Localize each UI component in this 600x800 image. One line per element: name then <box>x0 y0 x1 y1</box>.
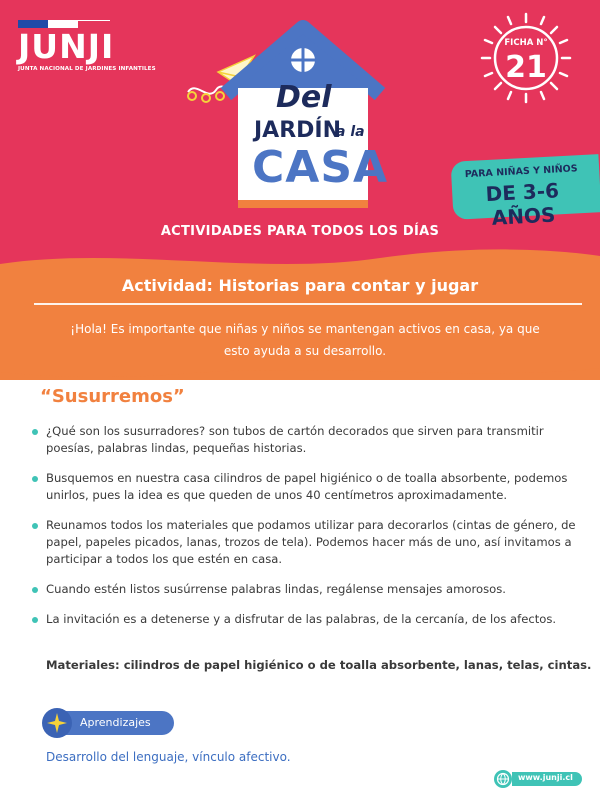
website-badge[interactable] <box>494 770 582 788</box>
ficha-badge <box>478 10 574 106</box>
list-item <box>32 470 577 504</box>
bullet-icon <box>32 587 38 593</box>
aprendizajes-label: Aprendizajes <box>80 716 151 729</box>
list-item <box>32 423 577 457</box>
list-item <box>32 517 577 568</box>
bullet-icon <box>32 429 38 435</box>
logo-text: JUNJI <box>18 27 115 66</box>
list-item <box>32 581 577 598</box>
aprendizajes-text: Desarrollo del lenguaje, vínculo afectivo. <box>46 750 291 764</box>
bullet-icon <box>32 617 38 623</box>
ficha-number: 21 <box>505 50 547 85</box>
header-subtitle: ACTIVIDADES PARA TODOS LOS DÍAS <box>160 224 440 239</box>
bullet-icon <box>32 523 38 529</box>
title-del: Del <box>276 80 332 115</box>
list-item-text: La invitación es a detenerse y a disfrutar de las palabras, de la cercanía, de los afectos. <box>46 612 557 626</box>
activity-intro: ¡Hola! Es importante que niñas y niños se mantengan activos en casa, ya que esto ayuda a su desarrollo. <box>70 322 540 358</box>
title-a-la: a la <box>336 124 365 140</box>
junji-logo <box>18 20 156 72</box>
activity-title: Actividad: Historias para contar y jugar <box>121 276 479 295</box>
section-title: “Susurremos” <box>40 386 185 407</box>
globe-icon <box>494 770 512 788</box>
age-top: PARA NIÑAS Y NIÑOS <box>464 163 578 181</box>
list-item-text: Busquemos en nuestra casa cilindros de papel higiénico o de toalla absorbente, podemos unirlos, pues la idea es que queden de unos 40 centímetros aproximadamente. <box>46 471 568 502</box>
list-item-text: Reunamos todos los materiales que podamos utilizar para decorarlos (cintas de género, de papel, papeles picados, lanas, trozos de tela). Podemos hacer más de uno, así invitamos a participar a todos los que estén en casa. <box>46 518 576 566</box>
list-item-text: Cuando estén listos susúrrense palabras lindas, regálense mensajes amorosos. <box>46 582 506 596</box>
logo-subtitle: JUNTA NACIONAL DE JARDINES INFANTILES <box>18 66 156 72</box>
website-link[interactable]: www.junji.cl <box>518 773 573 782</box>
sparkle-icon <box>42 708 72 738</box>
age-badge <box>451 154 600 230</box>
star-icon <box>42 708 72 738</box>
bullet-icon <box>32 476 38 482</box>
divider <box>34 303 582 305</box>
age-range: DE 3-6 AÑOS <box>485 178 560 230</box>
instruction-list <box>32 423 577 628</box>
materials-text: Materiales: cilindros de papel higiénico o de toalla absorbente, lanas, telas, cintas. <box>46 658 592 672</box>
title-casa: CASA <box>252 142 389 193</box>
list-item-text: ¿Qué son los susurradores? son tubos de cartón decorados que sirven para transmitir poesías, palabras lindas, pequeñas historias. <box>46 424 544 455</box>
list-item <box>32 611 577 628</box>
title-jardin: JARDÍN <box>254 118 342 143</box>
ficha-label: FICHA N° <box>504 38 548 48</box>
